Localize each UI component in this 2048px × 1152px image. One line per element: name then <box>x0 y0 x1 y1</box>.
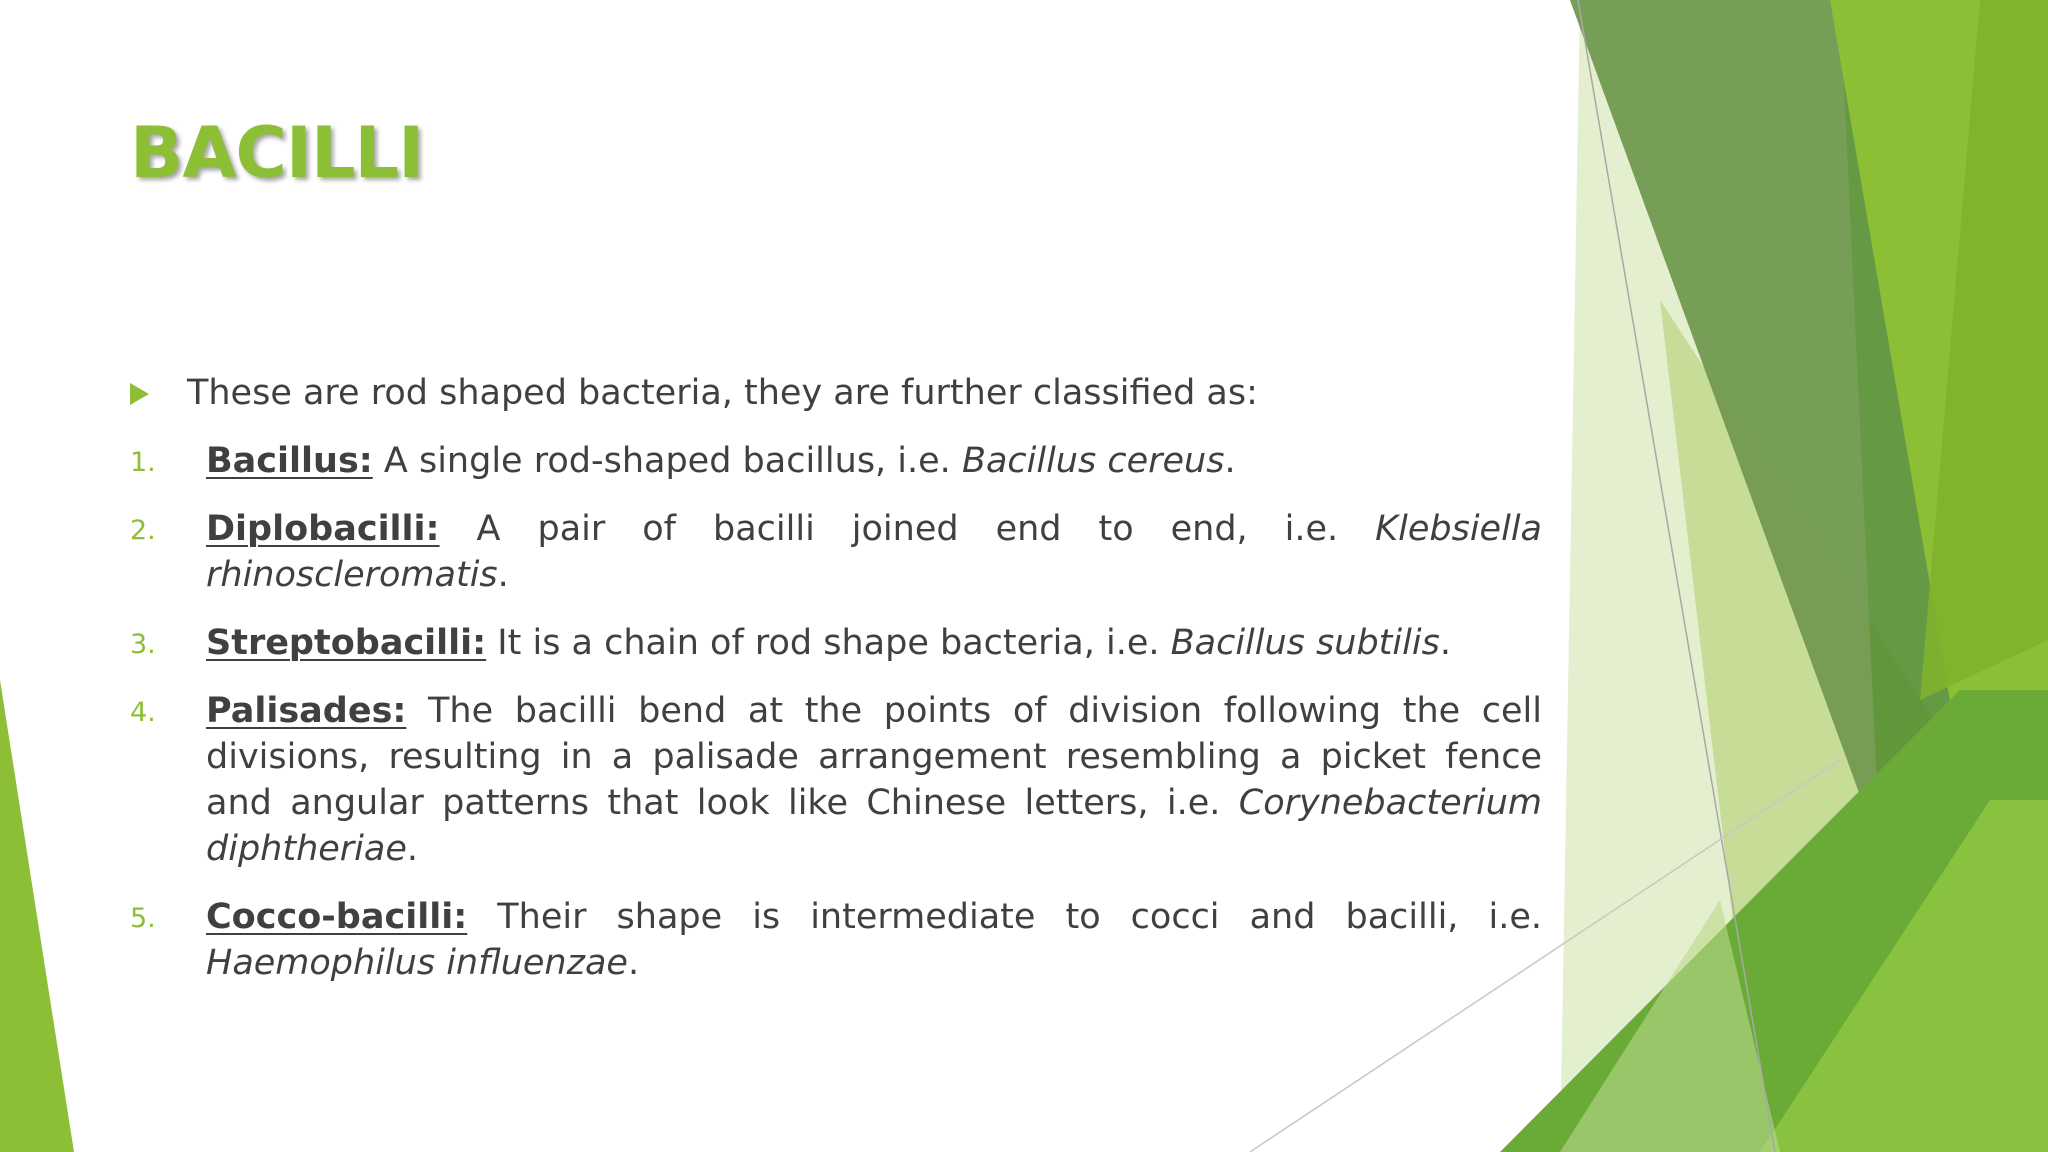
slide-body <box>130 370 1542 1008</box>
list-item <box>130 894 1542 986</box>
list-item-example: Klebsiella rhinoscleromatis <box>206 509 1542 595</box>
list-item-term: Diplobacilli: <box>206 509 440 549</box>
list-item <box>130 506 1542 598</box>
list-item-term: Streptobacilli: <box>206 623 487 663</box>
list-item <box>130 438 1542 484</box>
list-item-description: It is a chain of rod shape bacteria, i.e. <box>486 623 1171 663</box>
slide-title: BACILLI <box>130 112 424 194</box>
list-item-description: Their shape is intermediate to cocci and bacilli, i.e. <box>467 897 1542 937</box>
list-item-number: 5. <box>130 903 156 934</box>
intro-text: These are rod shaped bacteria, they are further classified as: <box>187 373 1258 413</box>
bacilli-classification-list <box>130 438 1542 986</box>
list-item-number: 2. <box>130 515 156 546</box>
list-item-example: Bacillus subtilis <box>1170 623 1440 663</box>
list-item-term: Bacillus: <box>206 441 373 481</box>
list-item-example: Corynebacterium diphtheriae <box>206 783 1542 869</box>
list-item-term: Cocco-bacilli: <box>206 897 468 937</box>
list-item-description: The bacilli bend at the points of division following the cell divisions, resulting in a palisade arrangement resembling a picket fence and angular patterns that look like Chinese letters, i.e. <box>206 691 1542 823</box>
list-item-number: 1. <box>130 447 156 478</box>
list-item-example: Haemophilus influenzae <box>206 943 628 983</box>
list-item-description: A pair of bacilli joined end to end, i.e. <box>439 509 1376 549</box>
list-item-end: . <box>497 555 509 595</box>
list-item-number: 4. <box>130 697 156 728</box>
left-green-shape <box>0 680 74 1152</box>
list-item-end: . <box>1224 441 1236 481</box>
list-item-end: . <box>1439 623 1451 663</box>
list-item <box>130 620 1542 666</box>
list-item-number: 3. <box>130 629 156 660</box>
list-item-end: . <box>406 829 419 869</box>
list-item-example: Bacillus cereus <box>961 441 1225 481</box>
triangle-bullet-icon <box>130 383 149 405</box>
list-item-end: . <box>627 943 640 983</box>
list-item-term: Palisades: <box>206 691 407 731</box>
intro-bullet <box>130 370 1542 416</box>
list-item <box>130 688 1542 872</box>
list-item-description: A single rod-shaped bacillus, i.e. <box>372 441 962 481</box>
